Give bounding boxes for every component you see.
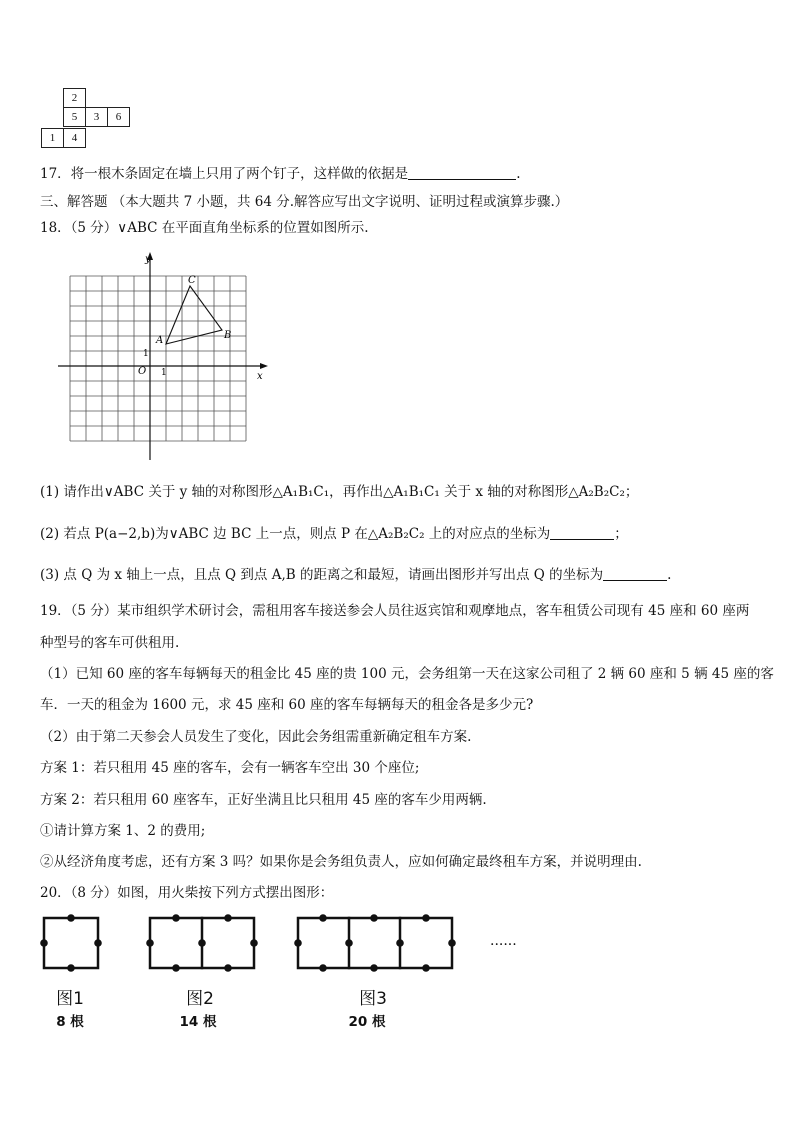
question-19-line: （1）已知 60 座的客车每辆每天的租金比 45 座的贵 100 元，会务组第一天在这家公司租了 2 辆 60 座和 5 辆 45 座的客 (40, 666, 774, 682)
unit-y-label: 1 (143, 349, 149, 359)
net-cell: 5 (63, 107, 86, 127)
net-cell: 2 (63, 88, 86, 108)
answer-blank[interactable] (550, 525, 614, 540)
net-cell: 3 (85, 107, 108, 127)
origin-label: O (138, 366, 147, 377)
y-axis-label: y (145, 254, 151, 265)
ellipsis: ...... (490, 933, 517, 949)
figure-1-count: 8 根 (56, 1014, 84, 1030)
question-19-line: 车．一天的租金为 1600 元，求 45 座和 60 座的客车每辆每天的租金各是多少元? (40, 697, 534, 713)
coordinate-grid (50, 248, 280, 463)
point-c-label: C (188, 275, 196, 286)
question-20-title: 20．（8 分）如图，用火柴按下列方式摆出图形： (40, 885, 334, 901)
question-19-line: 19．（5 分）某市组织学术研讨会，需租用客车接送参会人员往返宾馆和观摩地点，客车租赁公司现有 45 座和 60 座两 (40, 603, 750, 619)
question-19-line: 方案 2：若只租用 60 座客车，正好坐满且比只租用 45 座的客车少用两辆. (40, 792, 487, 808)
question-19-line: ①请计算方案 1、2 的费用; (40, 823, 206, 839)
answer-blank[interactable] (603, 566, 667, 581)
net-cell: 1 (41, 128, 64, 148)
point-a-label: A (156, 335, 164, 346)
figure-2-count: 14 根 (179, 1014, 217, 1030)
question-18-part2: (2) 若点 P(a−2,b)为∨ABC 边 BC 上一点，则点 P 在△A₂B₂C₂ 上的对应点的坐标为 ； (40, 526, 628, 542)
figure-2-caption: 图2 (186, 989, 214, 1009)
question-19-line: （2）由于第二天参会人员发生了变化，因此会务组需重新确定租车方案. (40, 729, 472, 745)
question-17: 17．将一根木条固定在墙上只用了两个钉子，这样做的依据是 . (40, 166, 521, 182)
question-18-title: 18．（5 分）∨ABC 在平面直角坐标系的位置如图所示. (40, 220, 369, 236)
x-axis-label: x (257, 371, 263, 382)
figure-1-caption: 图1 (56, 989, 84, 1009)
matchstick-figures (30, 905, 530, 985)
net-cell: 6 (107, 107, 130, 127)
section-heading: 三、解答题 （本大题共 7 小题，共 64 分.解答应写出文字说明、证明过程或演算步骤.） (40, 194, 569, 210)
question-18-part1: (1) 请作出∨ABC 关于 y 轴的对称图形△A₁B₁C₁，再作出△A₁B₁C₁ 关于 x 轴的对称图形△A₂B₂C₂； (40, 484, 639, 500)
question-19-line: ②从经济角度考虑，还有方案 3 吗？如果你是会务组负责人，应如何确定最终租车方案，并说明理由. (40, 854, 642, 870)
figure-3-caption: 图3 (359, 989, 387, 1009)
figure-3-count: 20 根 (348, 1014, 386, 1030)
answer-blank[interactable] (408, 165, 516, 180)
net-cell: 4 (63, 128, 86, 148)
question-19-line: 方案 1：若只租用 45 座的客车，会有一辆客车空出 30 个座位; (40, 760, 420, 776)
unit-x-label: 1 (161, 368, 167, 378)
point-b-label: B (224, 330, 232, 341)
question-19-line: 种型号的客车可供租用. (40, 635, 180, 651)
question-18-part3: (3) 点 Q 为 x 轴上一点，且点 Q 到点 A,B 的距离之和最短，请画出图形并写出点 Q 的坐标为 . (40, 567, 672, 583)
